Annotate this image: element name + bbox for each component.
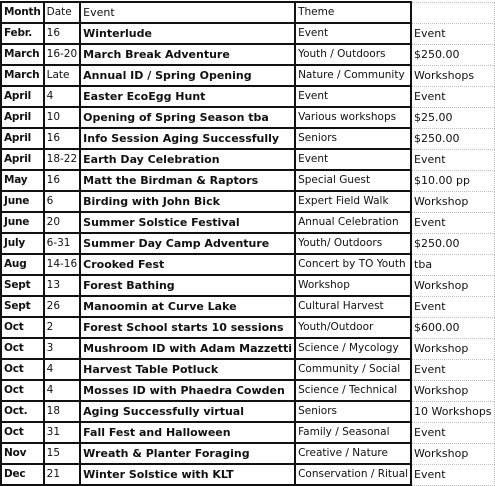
cell-date[interactable]: 26: [44, 296, 81, 317]
cell-event[interactable]: Winterlude: [80, 23, 295, 44]
cell-month[interactable]: Oct.: [1, 401, 44, 422]
column-header-extra[interactable]: [411, 2, 494, 23]
cell-event[interactable]: Mosses ID with Phaedra Cowden: [80, 380, 295, 401]
table-row: [1, 149, 494, 170]
cell-event[interactable]: Annual ID / Spring Opening: [80, 65, 295, 86]
table-row: [1, 191, 494, 212]
cell-extra[interactable]: Workshops: [411, 65, 494, 86]
table-row: [1, 107, 494, 128]
column-header-event[interactable]: Event: [80, 2, 295, 23]
cell-date[interactable]: 2: [44, 317, 81, 338]
cell-date[interactable]: 20: [44, 212, 81, 233]
table-row: [1, 359, 494, 380]
table-row: [1, 65, 494, 86]
cell-event[interactable]: Wreath & Planter Foraging: [80, 443, 295, 464]
cell-date[interactable]: 13: [44, 275, 81, 296]
table-row: [1, 44, 494, 65]
cell-event[interactable]: Birding with John Bick: [80, 191, 295, 212]
cell-date[interactable]: 10: [44, 107, 81, 128]
table-row: [1, 128, 494, 149]
cell-event[interactable]: Winter Solstice with KLT: [80, 464, 295, 485]
cell-month[interactable]: April: [1, 128, 44, 149]
cell-extra[interactable]: $250.00: [411, 128, 494, 149]
events-schedule-table: [0, 1, 495, 486]
cell-theme[interactable]: Youth / Outdoors: [295, 44, 411, 65]
table-row: [1, 170, 494, 191]
cell-date[interactable]: 4: [44, 359, 81, 380]
cell-extra[interactable]: 10 Workshops: [411, 401, 494, 422]
table-row: [1, 338, 494, 359]
cell-event[interactable]: Forest Bathing: [80, 275, 295, 296]
cell-month[interactable]: Oct: [1, 422, 44, 443]
cell-extra[interactable]: $250.00: [411, 233, 494, 254]
cell-date[interactable]: 18: [44, 401, 81, 422]
cell-extra[interactable]: Event: [411, 296, 494, 317]
cell-date[interactable]: 16-20: [44, 44, 81, 65]
cell-date[interactable]: 4: [44, 380, 81, 401]
cell-theme[interactable]: Event: [295, 86, 411, 107]
table-row: [1, 317, 494, 338]
cell-date[interactable]: 6-31: [44, 233, 81, 254]
cell-month[interactable]: March: [1, 65, 44, 86]
cell-event[interactable]: Forest School starts 10 sessions: [80, 317, 295, 338]
cell-extra[interactable]: Event: [411, 149, 494, 170]
table-row: [1, 275, 494, 296]
table-row: [1, 233, 494, 254]
cell-date[interactable]: 4: [44, 86, 81, 107]
cell-extra[interactable]: $250.00: [411, 44, 494, 65]
cell-extra[interactable]: Event: [411, 212, 494, 233]
column-header-date[interactable]: Date: [44, 2, 81, 23]
cell-event[interactable]: Harvest Table Potluck: [80, 359, 295, 380]
cell-event[interactable]: Mushroom ID with Adam Mazzetti: [80, 338, 295, 359]
cell-extra[interactable]: Workshop: [411, 338, 494, 359]
cell-theme[interactable]: Seniors: [295, 401, 411, 422]
cell-month[interactable]: Oct: [1, 380, 44, 401]
cell-month[interactable]: April: [1, 107, 44, 128]
cell-month[interactable]: Dec: [1, 464, 44, 485]
cell-theme[interactable]: Various workshops: [295, 107, 411, 128]
cell-month[interactable]: June: [1, 191, 44, 212]
table-row: [1, 380, 494, 401]
cell-theme[interactable]: Special Guest: [295, 170, 411, 191]
cell-theme[interactable]: Event: [295, 23, 411, 44]
cell-theme[interactable]: Youth/ Outdoors: [295, 233, 411, 254]
cell-date[interactable]: 31: [44, 422, 81, 443]
cell-theme[interactable]: Family / Seasonal: [295, 422, 411, 443]
cell-date[interactable]: 14-16: [44, 254, 81, 275]
cell-extra[interactable]: $25.00: [411, 107, 494, 128]
cell-month[interactable]: April: [1, 149, 44, 170]
cell-theme[interactable]: Community / Social: [295, 359, 411, 380]
cell-month[interactable]: Oct: [1, 359, 44, 380]
table-row: [1, 401, 494, 422]
cell-theme[interactable]: Workshop: [295, 275, 411, 296]
cell-theme[interactable]: Nature / Community: [295, 65, 411, 86]
table-row: [1, 212, 494, 233]
cell-theme[interactable]: Conservation / Ritual: [295, 464, 411, 485]
cell-event[interactable]: Matt the Birdman & Raptors: [80, 170, 295, 191]
column-header-theme[interactable]: Theme: [295, 2, 411, 23]
cell-extra[interactable]: Workshop: [411, 191, 494, 212]
cell-month[interactable]: Febr.: [1, 23, 44, 44]
cell-theme[interactable]: Expert Field Walk: [295, 191, 411, 212]
cell-event[interactable]: Easter EcoEgg Hunt: [80, 86, 295, 107]
cell-date[interactable]: 6: [44, 191, 81, 212]
cell-extra[interactable]: Event: [411, 359, 494, 380]
cell-event[interactable]: Fall Fest and Halloween: [80, 422, 295, 443]
cell-event[interactable]: Manoomin at Curve Lake: [80, 296, 295, 317]
cell-event[interactable]: Opening of Spring Season tba: [80, 107, 295, 128]
cell-date[interactable]: 16: [44, 128, 81, 149]
cell-event[interactable]: Crooked Fest: [80, 254, 295, 275]
cell-extra[interactable]: Event: [411, 86, 494, 107]
cell-date[interactable]: Late: [44, 65, 81, 86]
cell-extra[interactable]: $600.00: [411, 317, 494, 338]
cell-event[interactable]: Summer Day Camp Adventure: [80, 233, 295, 254]
cell-event[interactable]: Earth Day Celebration: [80, 149, 295, 170]
cell-event[interactable]: March Break Adventure: [80, 44, 295, 65]
cell-month[interactable]: Nov: [1, 443, 44, 464]
table-row: [1, 86, 494, 107]
cell-event[interactable]: Aging Successfully virtual: [80, 401, 295, 422]
cell-month[interactable]: Sept: [1, 296, 44, 317]
cell-theme[interactable]: Cultural Harvest: [295, 296, 411, 317]
cell-month[interactable]: April: [1, 86, 44, 107]
cell-theme[interactable]: Seniors: [295, 128, 411, 149]
cell-extra[interactable]: Event: [411, 422, 494, 443]
cell-extra[interactable]: Workshop: [411, 443, 494, 464]
cell-month[interactable]: June: [1, 212, 44, 233]
cell-theme[interactable]: Youth/Outdoor: [295, 317, 411, 338]
cell-theme[interactable]: Science / Technical: [295, 380, 411, 401]
cell-month[interactable]: May: [1, 170, 44, 191]
cell-month[interactable]: March: [1, 44, 44, 65]
cell-theme[interactable]: Annual Celebration: [295, 212, 411, 233]
cell-extra[interactable]: Workshop: [411, 380, 494, 401]
cell-extra[interactable]: Event: [411, 23, 494, 44]
cell-theme[interactable]: Science / Mycology: [295, 338, 411, 359]
table-row: [1, 296, 494, 317]
cell-month[interactable]: July: [1, 233, 44, 254]
table-body: [1, 23, 494, 485]
cell-date[interactable]: 16: [44, 23, 81, 44]
cell-theme[interactable]: Event: [295, 149, 411, 170]
cell-month[interactable]: Sept: [1, 275, 44, 296]
table-row: [1, 254, 494, 275]
cell-theme[interactable]: Creative / Nature: [295, 443, 411, 464]
header-row: [1, 2, 494, 23]
cell-event[interactable]: Info Session Aging Successfully: [80, 128, 295, 149]
cell-month[interactable]: Oct: [1, 317, 44, 338]
cell-date[interactable]: 21: [44, 464, 81, 485]
cell-extra[interactable]: tba: [411, 254, 494, 275]
cell-extra[interactable]: $10.00 pp: [411, 170, 494, 191]
cell-extra[interactable]: Event: [411, 464, 494, 485]
cell-month[interactable]: Oct: [1, 338, 44, 359]
cell-theme[interactable]: Concert by TO Youth: [295, 254, 411, 275]
table-row: [1, 464, 494, 485]
cell-date[interactable]: 18-22: [44, 149, 81, 170]
table-row: [1, 443, 494, 464]
cell-month[interactable]: Aug: [1, 254, 44, 275]
cell-date[interactable]: 3: [44, 338, 81, 359]
cell-extra[interactable]: Workshop: [411, 275, 494, 296]
table-row: [1, 422, 494, 443]
column-header-month[interactable]: Month: [1, 2, 44, 23]
cell-event[interactable]: Summer Solstice Festival: [80, 212, 295, 233]
table-row: [1, 23, 494, 44]
cell-date[interactable]: 15: [44, 443, 81, 464]
cell-date[interactable]: 16: [44, 170, 81, 191]
